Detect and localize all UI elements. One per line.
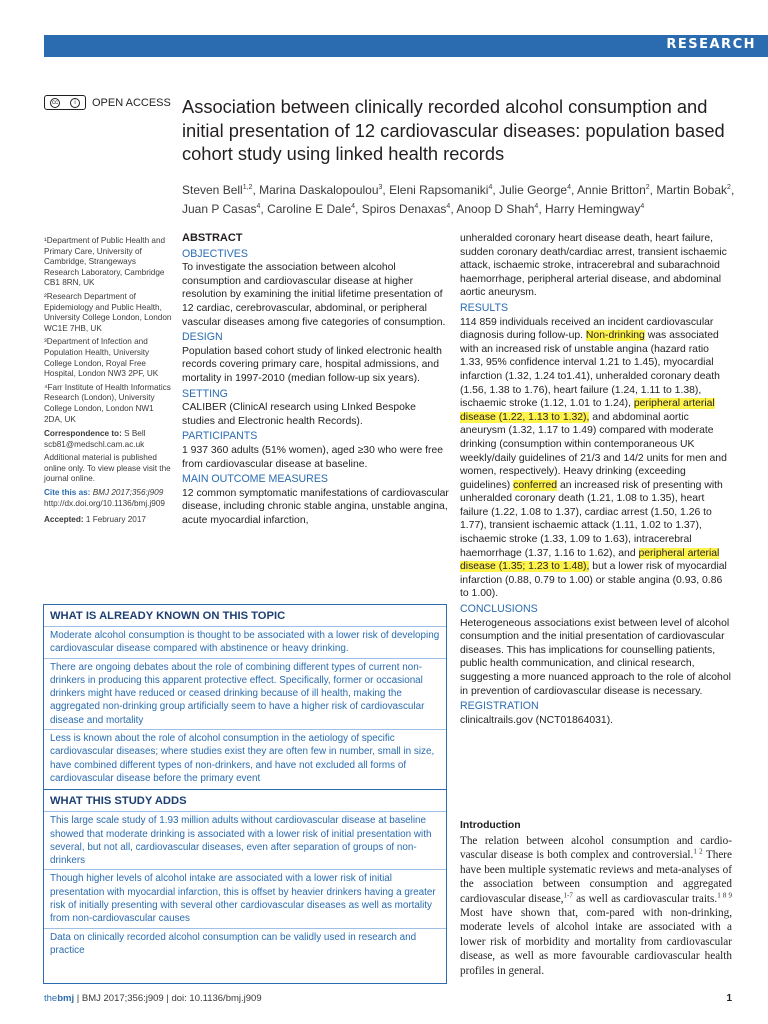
author-affiliation-marker: 4 <box>256 203 261 210</box>
design-heading: DESIGN <box>182 331 223 344</box>
affiliations-column <box>44 236 172 529</box>
section-banner <box>44 35 768 57</box>
author-name: Marina Daskalopoulou <box>259 183 379 197</box>
author-name: Anoop D Shah <box>456 202 535 216</box>
outcomes-heading: MAIN OUTCOME MEASURES <box>182 473 328 486</box>
registration-text: clinicaltrails.gov (NCT01864031). <box>460 714 614 726</box>
author-affiliation-marker: 4 <box>534 203 539 210</box>
open-access-label: OPEN ACCESS <box>92 96 171 109</box>
participants-heading: PARTICIPANTS <box>182 430 258 443</box>
known-heading: WHAT IS ALREADY KNOWN ON THIS TOPIC <box>50 610 286 622</box>
affiliation: ²Research Department of Epidemiology and Public Health, University College London, London WC1E 7HB, UK <box>44 291 172 333</box>
author-name: Julie George <box>499 183 568 197</box>
abstract-column-left <box>182 232 450 527</box>
affiliation: ¹Department of Public Health and Primary Care, University of Cambridge, Strangeways Research Laboratory, Cambridge CB1 8RN, UK <box>44 236 166 288</box>
highlight: peripheral arterial disease (1.35; 1.23 to 1.48), <box>460 547 720 573</box>
adds-heading: WHAT THIS STUDY ADDS <box>44 789 446 811</box>
author-affiliation-marker: 2 <box>727 184 731 191</box>
author-list: Steven Bell$^{1,2}$, Marina Daskalopoulou$^3$, Eleni Rapsomaniki$^4$, Julie George$^4$, Annie Britton$^2$, Martin Bobak$^2$, Juan P Casas$^4$, Caroline E Dale$^4$, Spiros Denaxas$^4$, Anoop D Shah$^4$, Harry Hemingway$^4$ <box>182 183 735 216</box>
adds-point: Though higher levels of alcohol intake are associated with a lower risk of initial presentation with myocardial infarction, this is offset by heavier drinkers having a greater risk of initially presenting with several other cardiovascular diseases as well as mortality from non-cardiovascular causes <box>44 869 446 927</box>
known-point: Moderate alcohol consumption is thought to be associated with a lower risk of developing cardiovascular disease compared with abstinence or heavy drinking. <box>44 626 446 658</box>
cc-license-icon: cc i <box>44 95 86 110</box>
accepted-date: Accepted: 1 February 2017 <box>44 515 146 525</box>
author-affiliation-marker: 3 <box>378 184 383 191</box>
author-affiliation-marker: 4 <box>640 203 645 210</box>
objectives-text: To investigate the association between alcohol consumption and cardiovascular disease at higher resolution by examining the initial lifetime presentation of 12 cardiac, cerebrovascular, abdominal, or peripheral vascular diseases among five categories of consumption. <box>182 262 446 328</box>
participants-text: 1 937 360 adults (51% women), aged ≥30 who were free from cardiovascular disease at baseline. <box>182 444 444 470</box>
additional-material-note: Additional material is published online only. To view please visit the journal online. <box>44 453 171 484</box>
author-affiliation-marker: 2 <box>645 184 650 191</box>
introduction-heading: Introduction <box>460 820 521 831</box>
author-name: Juan P Casas <box>182 202 257 216</box>
correspondence-email[interactable]: scb81@medschl.cam.ac.uk <box>44 439 145 449</box>
author-name: Annie Britton <box>577 183 646 197</box>
adds-point: Data on clinically recorded alcohol consumption can be validly used in research and practice <box>44 928 446 960</box>
outcomes-text: 12 common symptomatic manifestations of cardiovascular disease, including chronic stable angina, unstable angina, acute myocardial infarction, <box>182 487 449 526</box>
article-title: Association between clinically recorded alcohol consumption and initial presentation of 12 cardiovascular diseases: population based cohort study using linked health records <box>182 96 725 164</box>
known-point: There are ongoing debates about the role of combining different types of current non-drinkers in producing this apparent protective effect. Specifically, former or occasional drinkers might have reduced or ceased drinking because of ill health, making the aggregated non-drinking group artificially seem to have a higher risk of cardiovascular disease and mortality <box>44 658 446 729</box>
objectives-heading: OBJECTIVES <box>182 247 248 260</box>
author-name: Spiros Denaxas <box>361 202 447 216</box>
open-access-badge <box>44 95 171 110</box>
doi-link[interactable]: http://dx.doi.org/10.1136/bmj.j909 <box>44 498 165 508</box>
introduction-section <box>460 820 732 978</box>
highlight: Non-drinking <box>585 330 645 342</box>
author-affiliation-marker: 4 <box>488 184 493 191</box>
known-point: Less is known about the role of alcohol consumption in the aetiology of specific cardiovascular diseases; where studies exist they are often few in number, small in size, have combined different types of non-drinkers, and have not excluded all forms of cardiovascular disease before the primary event <box>44 729 446 787</box>
adds-point: This large scale study of 1.93 million adults without cardiovascular disease at baseline showed that moderate drinking is associated with a lower risk of initial presentation with several, but not all, cardiovascular diseases, even after separation of groups of non-drinkers <box>44 811 446 869</box>
affiliation: ⁴Farr Institute of Health Informatics Research (London), University College London, London NW1 2DA, UK <box>44 382 171 424</box>
author-name: Martin Bobak <box>656 183 728 197</box>
author-name: Caroline E Dale <box>267 202 352 216</box>
highlight: peripheral arterial disease (1.22, 1.13 to 1.32), <box>460 398 715 423</box>
conclusions-heading: CONCLUSIONS <box>460 603 538 616</box>
setting-text: CALIBER (ClinicAl research using LInked Bespoke studies and Electronic health Records). <box>182 402 416 427</box>
highlight: conferred <box>513 479 558 491</box>
setting-heading: SETTING <box>182 387 228 400</box>
results-heading: RESULTS <box>460 301 509 314</box>
registration-heading: REGISTRATION <box>460 700 539 713</box>
author-name: Eleni Rapsomaniki <box>389 183 489 197</box>
affiliation: ³Department of Infection and Population Health, University College London, Royal Free Hospital, London NW3 2PF, UK <box>44 337 159 379</box>
abstract-column-right <box>460 232 732 727</box>
design-text: Population based cohort study of linked electronic health records covering primary care, hospital admissions, and mortality in 1997-2010 (median follow-up six years). <box>182 345 442 384</box>
citation: Cite this as: BMJ 2017;356:j909 http://dx.doi.org/10.1136/bmj.j909 <box>44 488 165 508</box>
correspondence: Correspondence to: S Bell scb81@medschl.cam.ac.uk <box>44 429 146 449</box>
introduction-text: The relation between alcohol consumption and cardio-vascular disease is both complex and controversial.$^{1 2}$ There have been multiple systematic reviews and meta-analyses of the association between consumption and aggregated cardiovascular disease,$^{1-7}$ as well as cardiovascular traits.$^{1 8 9}$ Most have shown that, com-pared with non-drinking, moderate levels of alcohol intake are associated with a lower risk of morbidity and mortality from cardiovascular disease, as well as more favourable cardiovascular health profiles in general. <box>460 835 732 977</box>
author-name: Steven Bell <box>182 183 243 197</box>
page-number: 1 <box>726 993 732 1004</box>
page-footer <box>44 993 728 1004</box>
summary-box <box>43 604 447 984</box>
author-name: Harry Hemingway <box>544 202 641 216</box>
conclusions-text: Heterogeneous associations exist between level of alcohol consumption and the initial presentation of cardiovascular diseases. This has implications for counselling patients, public health communication, and clinical research, suggesting a more nuanced approach to the role of alcohol in prevention of cardiovascular disease is necessary. <box>460 617 731 697</box>
results-text: 114 859 individuals received an incident cardiovascular diagnosis during follow-up. Non-drinking was associated with an increased risk of unstable angina (hazard ratio 1.33, 95% confidence interval 1.21 to 1.45), myocardial infarction (1.32, 1.24 to1.41), unheralded coronary death (1.56, 1.38 to 1.76), heart failure (1.24, 1.11 to 1.38), ischaemic stroke (1.12, 1.01 to 1.24), peripheral arterial disease (1.22, 1.13 to 1.32), and abdominal aortic aneurysm (1.32, 1.17 to 1.49) compared with moderate drinking (consumption within contemporaneous UK weekly/daily guidelines of 21/3 and 14/2 units for men and women, respectively). Heavy drinking (exceeding guidelines) conferred an increased risk of presenting with unheralded coronary death (1.21, 1.08 to 1.35), heart failure (1.22, 1.08 to 1.37), cardiac arrest (1.50, 1.26 to 1.77), transient ischaemic attack (1.11, 1.02 to 1.37), ischaemic stroke (1.33, 1.09 to 1.63), intracerebral haemorrhage (1.37, 1.16 to 1.62), and peripheral arterial disease (1.35; 1.23 to 1.48), but a lower risk of myocardial infarction (0.88, 0.79 to 1.00) or stable angina (0.93, 0.86 to 1.00). <box>460 316 727 600</box>
author-affiliation-marker: 4 <box>567 184 572 191</box>
author-affiliation-marker: 4 <box>446 203 451 210</box>
outcomes-text-continued: unheralded coronary heart disease death, heart failure, sudden coronary death/cardiac arrest, transient ischaemic attack, ischaemic stroke, intracerebral and subarachnoid haemorrhage, peripheral arterial disease, and abdominal aortic aneurysm. <box>460 233 727 299</box>
journal-logo: thebmj <box>44 993 75 1004</box>
abstract-heading: ABSTRACT <box>182 232 243 244</box>
author-affiliation-marker: 4 <box>351 203 356 210</box>
footer-citation: | BMJ 2017;356:j909 | doi: 10.1136/bmj.j909 <box>76 993 262 1004</box>
section-label: RESEARCH <box>666 37 756 52</box>
author-affiliation-marker: 1,2 <box>242 184 253 191</box>
